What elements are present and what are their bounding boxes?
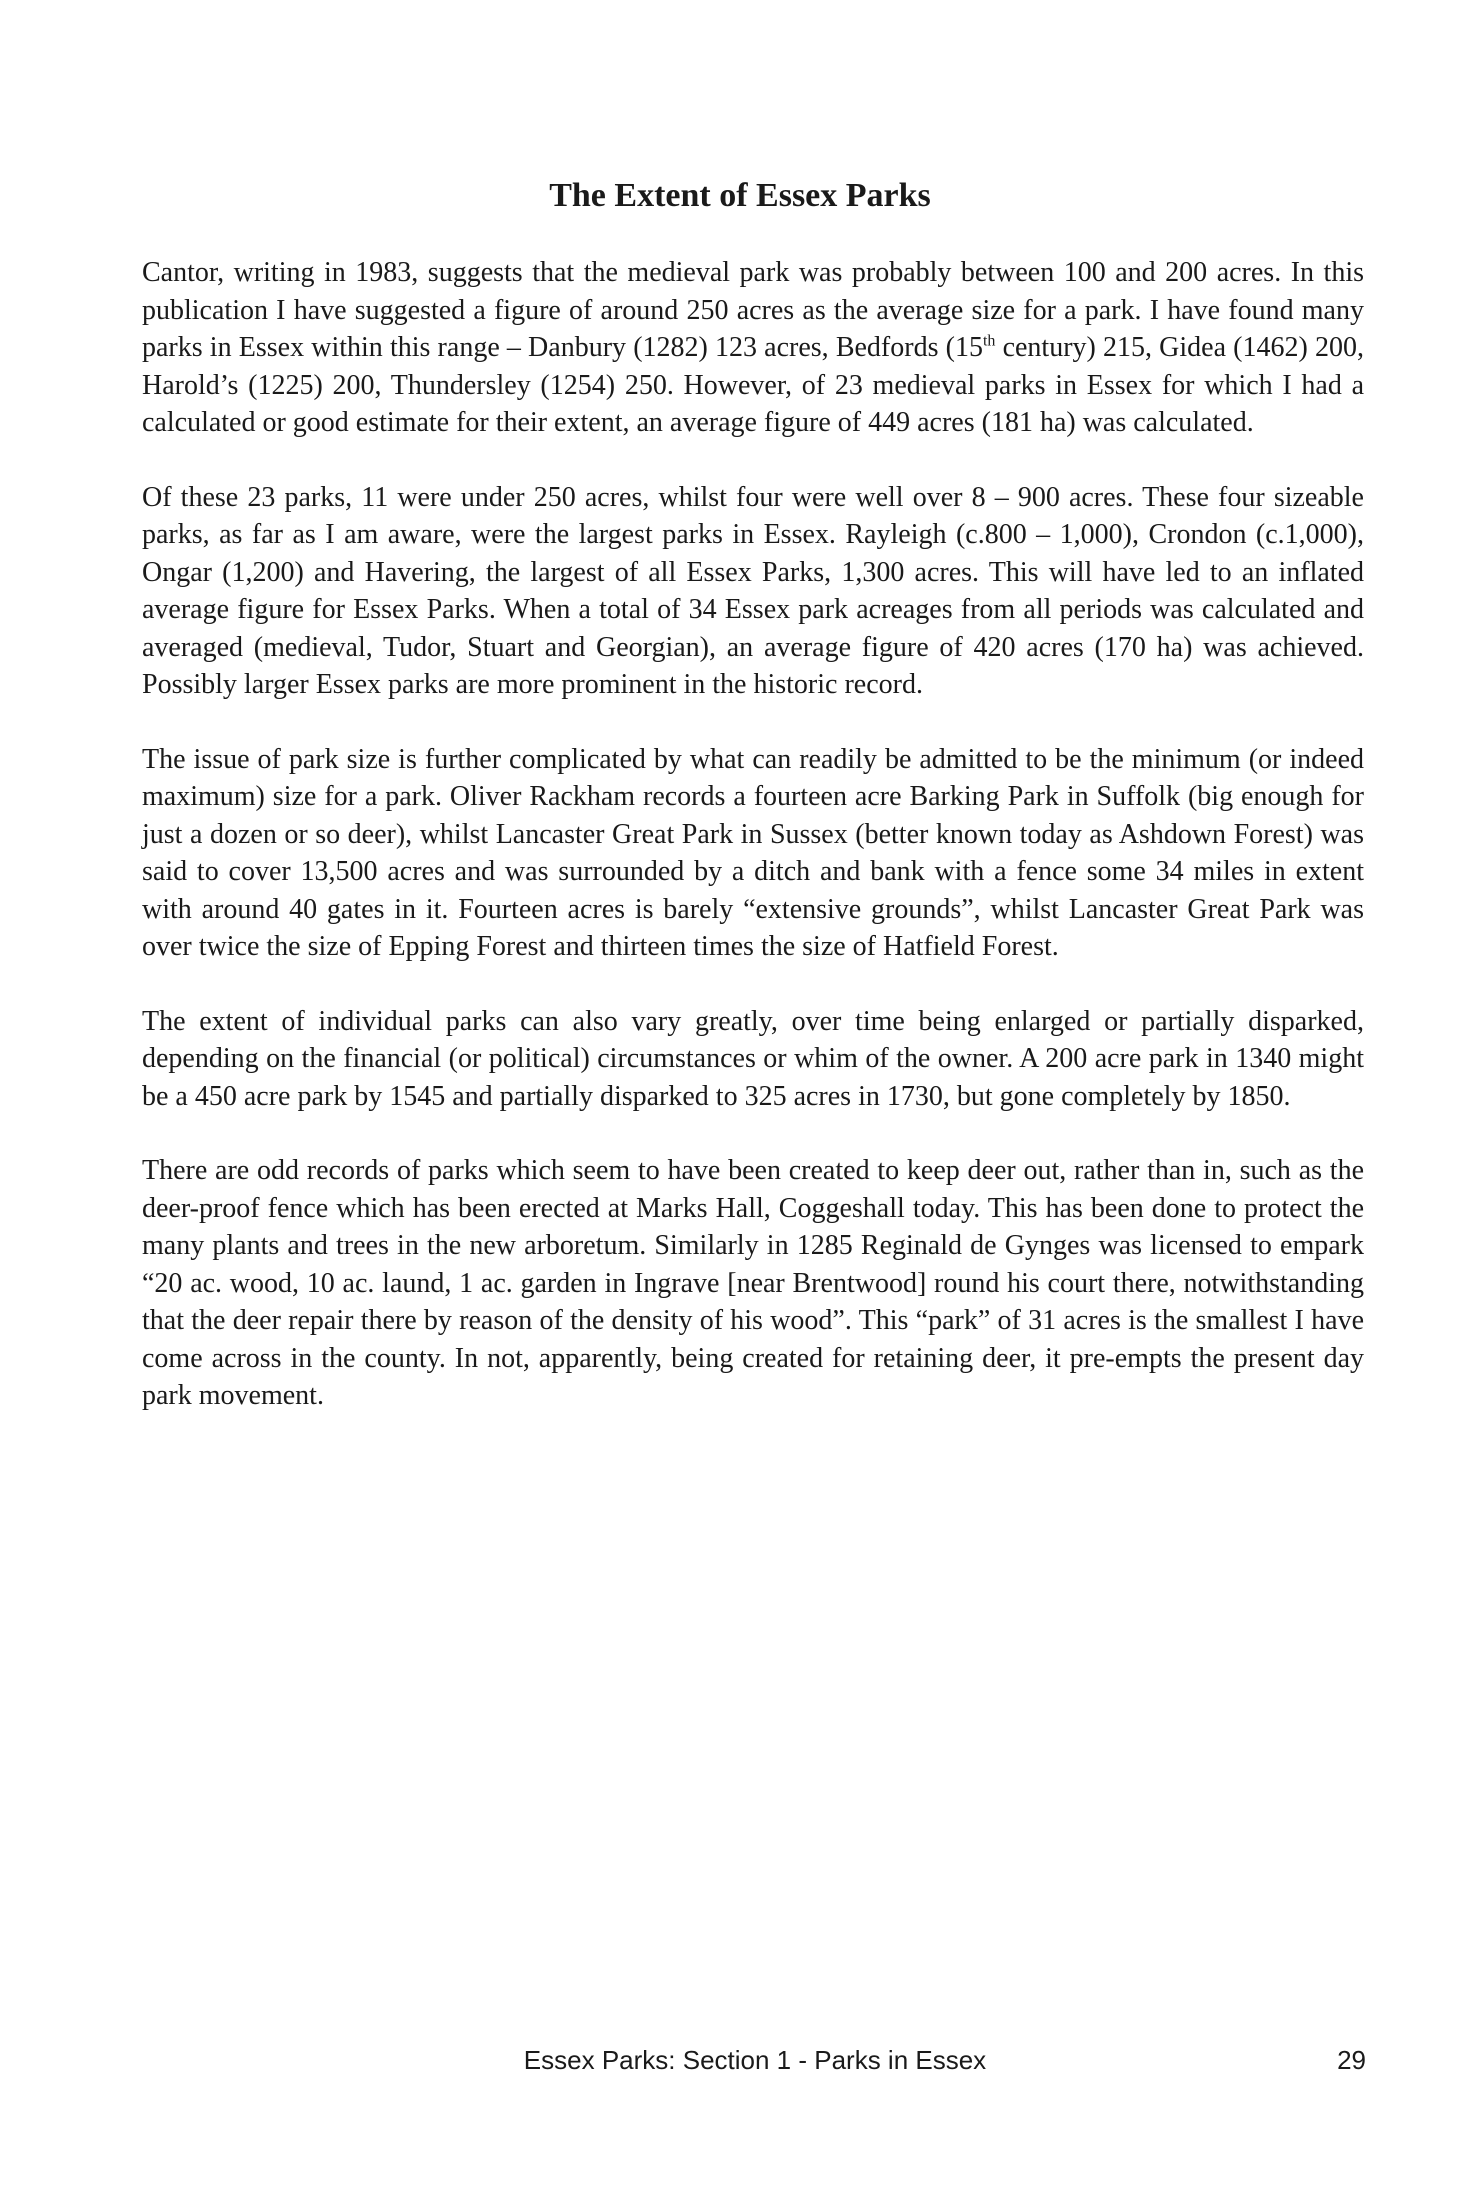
paragraph-5: There are odd records of parks which seem to have been created to keep deer out, rather than in, such as the deer-proof fence which has been erected at Marks Hall, Coggeshall today. This has been done to protect the many plants and trees in the new arboretum. Similarly in 1285 Reginald de Gynges was licensed to empark “20 ac. wood, 10 ac. laund, 1 ac. garden in Ingrave [near Brentwood] round his court there, notwithstanding that the deer repair there by reason of the density of his wood”. This “park” of 31 acres is the smallest I have come across in the county. In not, apparently, being created for retaining deer, it pre-empts the present day park movement. (142, 1155, 1364, 1411)
page-title: The Extent of Essex Parks (549, 177, 931, 214)
paragraph-1 (142, 254, 1364, 442)
paragraph-4: The extent of individual parks can also vary greatly, over time being enlarged or partially disparked, depending on the financial (or political) circumstances or whim of the owner. A 200 acre park in 1340 might be a 450 acre park by 1545 and partially disparked to 325 acres in 1730, but gone completely by 1850. (142, 1005, 1364, 1112)
ordinal-superscript: th (982, 332, 996, 350)
paragraph-3: The issue of park size is further complicated by what can readily be admitted to be the minimum (or indeed maximum) size for a park. Oliver Rackham records a fourteen acre Barking Park in Suffolk (big enough for just a dozen or so deer), whilst Lancaster Great Park in Sussex (better known today as Ashdown Forest) was said to cover 13,500 acres and was surrounded by a ditch and bank with a fence some 34 miles in extent with around 40 gates in it. Fourteen acres is barely “extensive grounds”, whilst Lancaster Great Park was over twice the size of Epping Forest and thirteen times the size of Hatfield Forest. (142, 743, 1364, 962)
running-footer-title: Essex Parks: Section 1 - Parks in Essex (523, 2045, 987, 2075)
paragraph-1-text-a: Cantor, writing in 1983, suggests that the medieval park was probably between 100 and 200 acres. In this publication I have suggested a figure of around 250 acres as the average size for a park. I have found many parks in Essex within this range – Danbury (1282) 123 acres, Bedfords (15 (142, 257, 1364, 363)
paragraph-1-text-b: century) 215, Gidea (1462) 200, Harold’s (1225) 200, Thundersley (1254) 250. However, of 23 medieval parks in Essex for which I had a calculated or good estimate for their extent, an average figure of 449 acres (181 ha) was calculated. (142, 332, 1364, 438)
paragraph-2: Of these 23 parks, 11 were under 250 acres, whilst four were well over 8 – 900 acres. These four sizeable parks, as far as I am aware, were the largest parks in Essex. Rayleigh (c.800 – 1,000), Crondon (c.1,000), Ongar (1,200) and Havering, the largest of all Essex Parks, 1,300 acres. This will have led to an inflated average figure for Essex Parks. When a total of 34 Essex park acreages from all periods was calculated and averaged (medieval, Tudor, Stuart and Georgian), an average figure of 420 acres (170 ha) was achieved. Possibly larger Essex parks are more prominent in the historic record. (142, 481, 1364, 700)
body-text (142, 254, 1364, 1452)
page-number: 29 (1337, 2045, 1366, 2075)
